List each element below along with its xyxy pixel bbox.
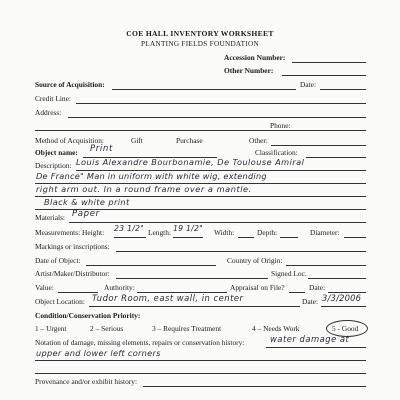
object-location-label: Object Location:	[35, 297, 85, 306]
object-name-value: Print	[90, 144, 113, 154]
method-gift-option[interactable]: Gift	[131, 136, 143, 145]
provenance-field[interactable]	[143, 386, 366, 387]
location-date-label: Date:	[302, 297, 319, 306]
object-location-value: Tudor Room, east wall, in center	[92, 293, 244, 303]
other-number-field[interactable]	[282, 75, 366, 76]
markings-label: Markings or inscriptions:	[35, 242, 110, 251]
method-other-field[interactable]	[271, 145, 366, 146]
width-field[interactable]	[238, 237, 254, 238]
materials-value: Paper	[72, 209, 100, 219]
notation-field-line1[interactable]	[266, 347, 366, 348]
diameter-field[interactable]	[344, 237, 366, 238]
source-date-field[interactable]	[320, 89, 366, 90]
materials-label: Materials:	[35, 213, 65, 222]
source-date-label: Date:	[300, 80, 317, 89]
depth-field[interactable]	[280, 237, 298, 238]
source-of-acquisition-label: Source of Acquisition:	[35, 80, 105, 89]
markings-field[interactable]	[116, 251, 366, 252]
classification-field[interactable]	[306, 157, 366, 158]
artist-field[interactable]	[116, 278, 268, 279]
phone-field[interactable]	[297, 130, 366, 131]
description-value-line3: right arm out. In a round frame over a mantle.	[36, 184, 252, 194]
date-of-object-label: Date of Object:	[35, 256, 81, 265]
method-purchase-option[interactable]: Purchase	[176, 136, 203, 145]
credit-line-label: Credit Line:	[35, 94, 71, 103]
value-label: Value:	[35, 283, 54, 292]
accession-number-label: Accession Number:	[224, 53, 286, 62]
appraisal-label: Appraisal on File?	[230, 283, 285, 292]
priority-option-serious[interactable]: 2 – Serious	[90, 324, 124, 333]
method-of-acquisition-label: Method of Acquisition:	[35, 136, 104, 145]
other-number-label: Other Number:	[224, 66, 274, 75]
provenance-label: Provenance and/or exhibit history:	[35, 377, 138, 386]
signed-loc-label: Signed Loc.	[271, 269, 307, 278]
source-of-acquisition-field[interactable]	[112, 89, 296, 90]
depth-label: Depth:	[257, 228, 278, 237]
length-label: Length:	[148, 228, 171, 237]
worksheet-title: COE HALL INVENTORY WORKSHEET	[126, 29, 274, 38]
description-label: Description:	[35, 161, 72, 170]
materials-field[interactable]	[69, 222, 366, 223]
credit-line-field[interactable]	[76, 103, 366, 104]
notation-field-line3[interactable]	[35, 373, 366, 374]
description-value-line2: De France" Man in uniform with white wig, extending	[36, 171, 267, 181]
description-value-line1: Louis Alexandre Bourbonamie, De Toulouse Amiral	[76, 157, 305, 167]
notation-value-line1: water damage at	[270, 334, 350, 344]
height-field[interactable]	[114, 237, 146, 238]
country-of-origin-label: Country of Origin:	[227, 256, 283, 265]
accession-number-field[interactable]	[292, 62, 366, 63]
appraisal-date-label: Date:	[309, 283, 326, 292]
diameter-label: Diameter:	[310, 228, 340, 237]
classification-label: Classification:	[255, 148, 298, 157]
worksheet-subtitle: PLANTING FIELDS FOUNDATION	[140, 40, 259, 48]
address-field[interactable]	[68, 117, 366, 118]
condition-priority-label: Condition/Conservation Priority:	[35, 311, 141, 320]
description-value-line4: Black & white print	[44, 197, 130, 207]
notation-field-line2[interactable]	[35, 360, 366, 361]
length-field[interactable]	[173, 237, 203, 238]
artist-label: Artist/Maker/Distributor:	[35, 269, 110, 278]
priority-option-good[interactable]: 5 - Good	[332, 324, 359, 333]
object-name-label: Object name:	[35, 148, 78, 157]
priority-option-requires-treatment[interactable]: 3 – Requires Treatment	[152, 324, 222, 333]
length-value: 19 1/2"	[173, 224, 203, 233]
phone-label: Phone:	[270, 121, 291, 130]
location-date-value: 3/3/2006	[322, 293, 362, 303]
address-label: Address:	[35, 108, 62, 117]
country-of-origin-field[interactable]	[286, 265, 366, 266]
signed-loc-field[interactable]	[308, 278, 366, 279]
method-other-label: Other:	[249, 136, 268, 145]
authority-label: Authority:	[104, 283, 135, 292]
notation-value-line2: upper and lower left corners	[36, 348, 161, 358]
measurements-height-label: Measurements: Height:	[35, 228, 105, 237]
width-label: Width:	[214, 228, 235, 237]
priority-option-needs-work[interactable]: 4 – Needs Work	[252, 324, 300, 333]
appraisal-field[interactable]	[289, 292, 305, 293]
object-location-field[interactable]	[89, 306, 300, 307]
priority-option-urgent[interactable]: 1 – Urgent	[35, 324, 67, 333]
date-of-object-field[interactable]	[86, 265, 216, 266]
location-date-field[interactable]	[321, 306, 366, 307]
height-value: 23 1/2"	[114, 224, 144, 233]
notation-label: Notation of damage, missing elements, repairs or conservation history:	[35, 338, 245, 347]
